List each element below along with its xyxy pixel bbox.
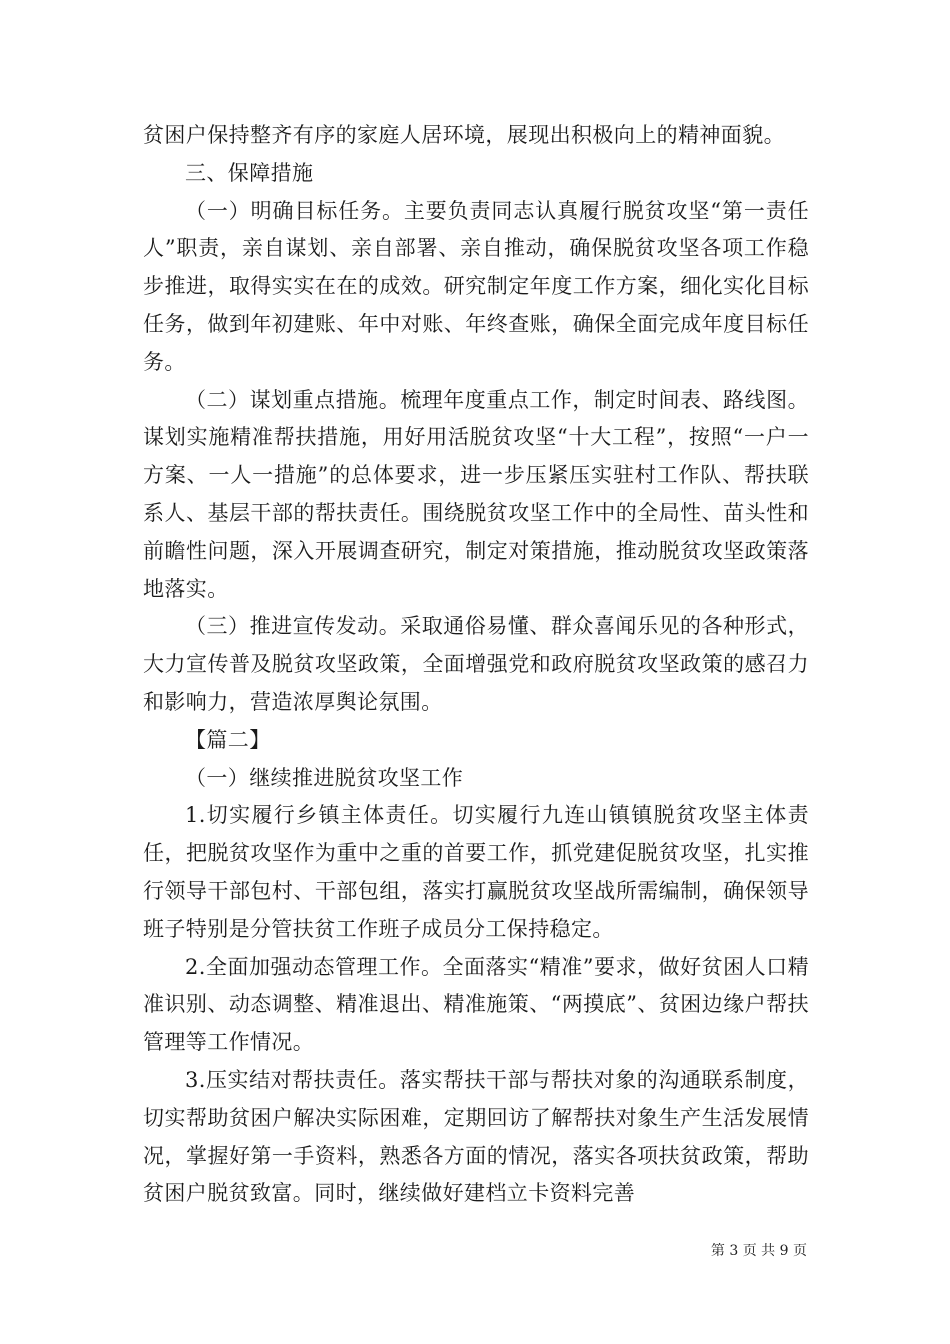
paragraph-continuation: 贫困户保持整齐有序的家庭人居环境，展现出积极向上的精神面貌。	[143, 123, 785, 147]
section-heading-part-two: 【篇二】	[185, 727, 271, 752]
paragraph-promotion: （三）推进宣传发动。采取通俗易懂、群众喜闻乐见的各种形式，大力宣传普及脱贫攻坚政策，全面增强党和政府脱贫攻坚政策的感召力和影响力，营造浓厚舆论氛围。	[143, 614, 809, 714]
subheading-continue-work: （一）继续推进脱贫攻坚工作	[185, 765, 464, 790]
paragraph-item-3: 3.压实结对帮扶责任。落实帮扶干部与帮扶对象的沟通联系制度，切实帮助贫困户解决实际困难，定期回访了解帮扶对象生产生活发展情况，掌握好第一手资料，熟悉各方面的情况，落实各项扶贫政策，帮助贫困户脱贫致富。同时，继续做好建档立卡资料完善	[143, 1067, 809, 1206]
page-number: 第 3 页 共 9 页	[710, 1243, 807, 1259]
paragraph-clarify-targets: （一）明确目标任务。主要负责同志认真履行脱贫攻坚“第一责任人”职责，亲自谋划、亲自部署、亲自推动，确保脱贫攻坚各项工作稳步推进，取得实实在在的成效。研究制定年度工作方案，细化实化目标任务，做到年初建账、年中对账、年终查账，确保全面完成年度目标任务。	[143, 198, 809, 374]
paragraph-plan-measures: （二）谋划重点措施。梳理年度重点工作，制定时间表、路线图。谋划实施精准帮扶措施，用好用活脱贫攻坚“十大工程”，按照“一户一方案、一人一措施”的总体要求，进一步压紧压实驻村工作队、帮扶联系人、基层干部的帮扶责任。围绕脱贫攻坚工作中的全局性、苗头性和前瞻性问题，深入开展调查研究，制定对策措施，推动脱贫攻坚政策落地落实。	[143, 387, 809, 601]
paragraph-item-1: 1.切实履行乡镇主体责任。切实履行九连山镇镇脱贫攻坚主体责任，把脱贫攻坚作为重中之重的首要工作，抓党建促脱贫攻坚，扎实推行领导干部包村、干部包组，落实打赢脱贫攻坚战所需编制，确保领导班子特别是分管扶贫工作班子成员分工保持稳定。	[143, 803, 809, 941]
document-body	[143, 117, 809, 1213]
paragraph-item-2: 2.全面加强动态管理工作。全面落实“精准”要求，做好贫困人口精准识别、动态调整、精准退出、精准施策、“两摸底”、贫困边缘户帮扶管理等工作情况。	[143, 954, 809, 1055]
section-heading-safeguards: 三、保障措施	[185, 160, 314, 185]
